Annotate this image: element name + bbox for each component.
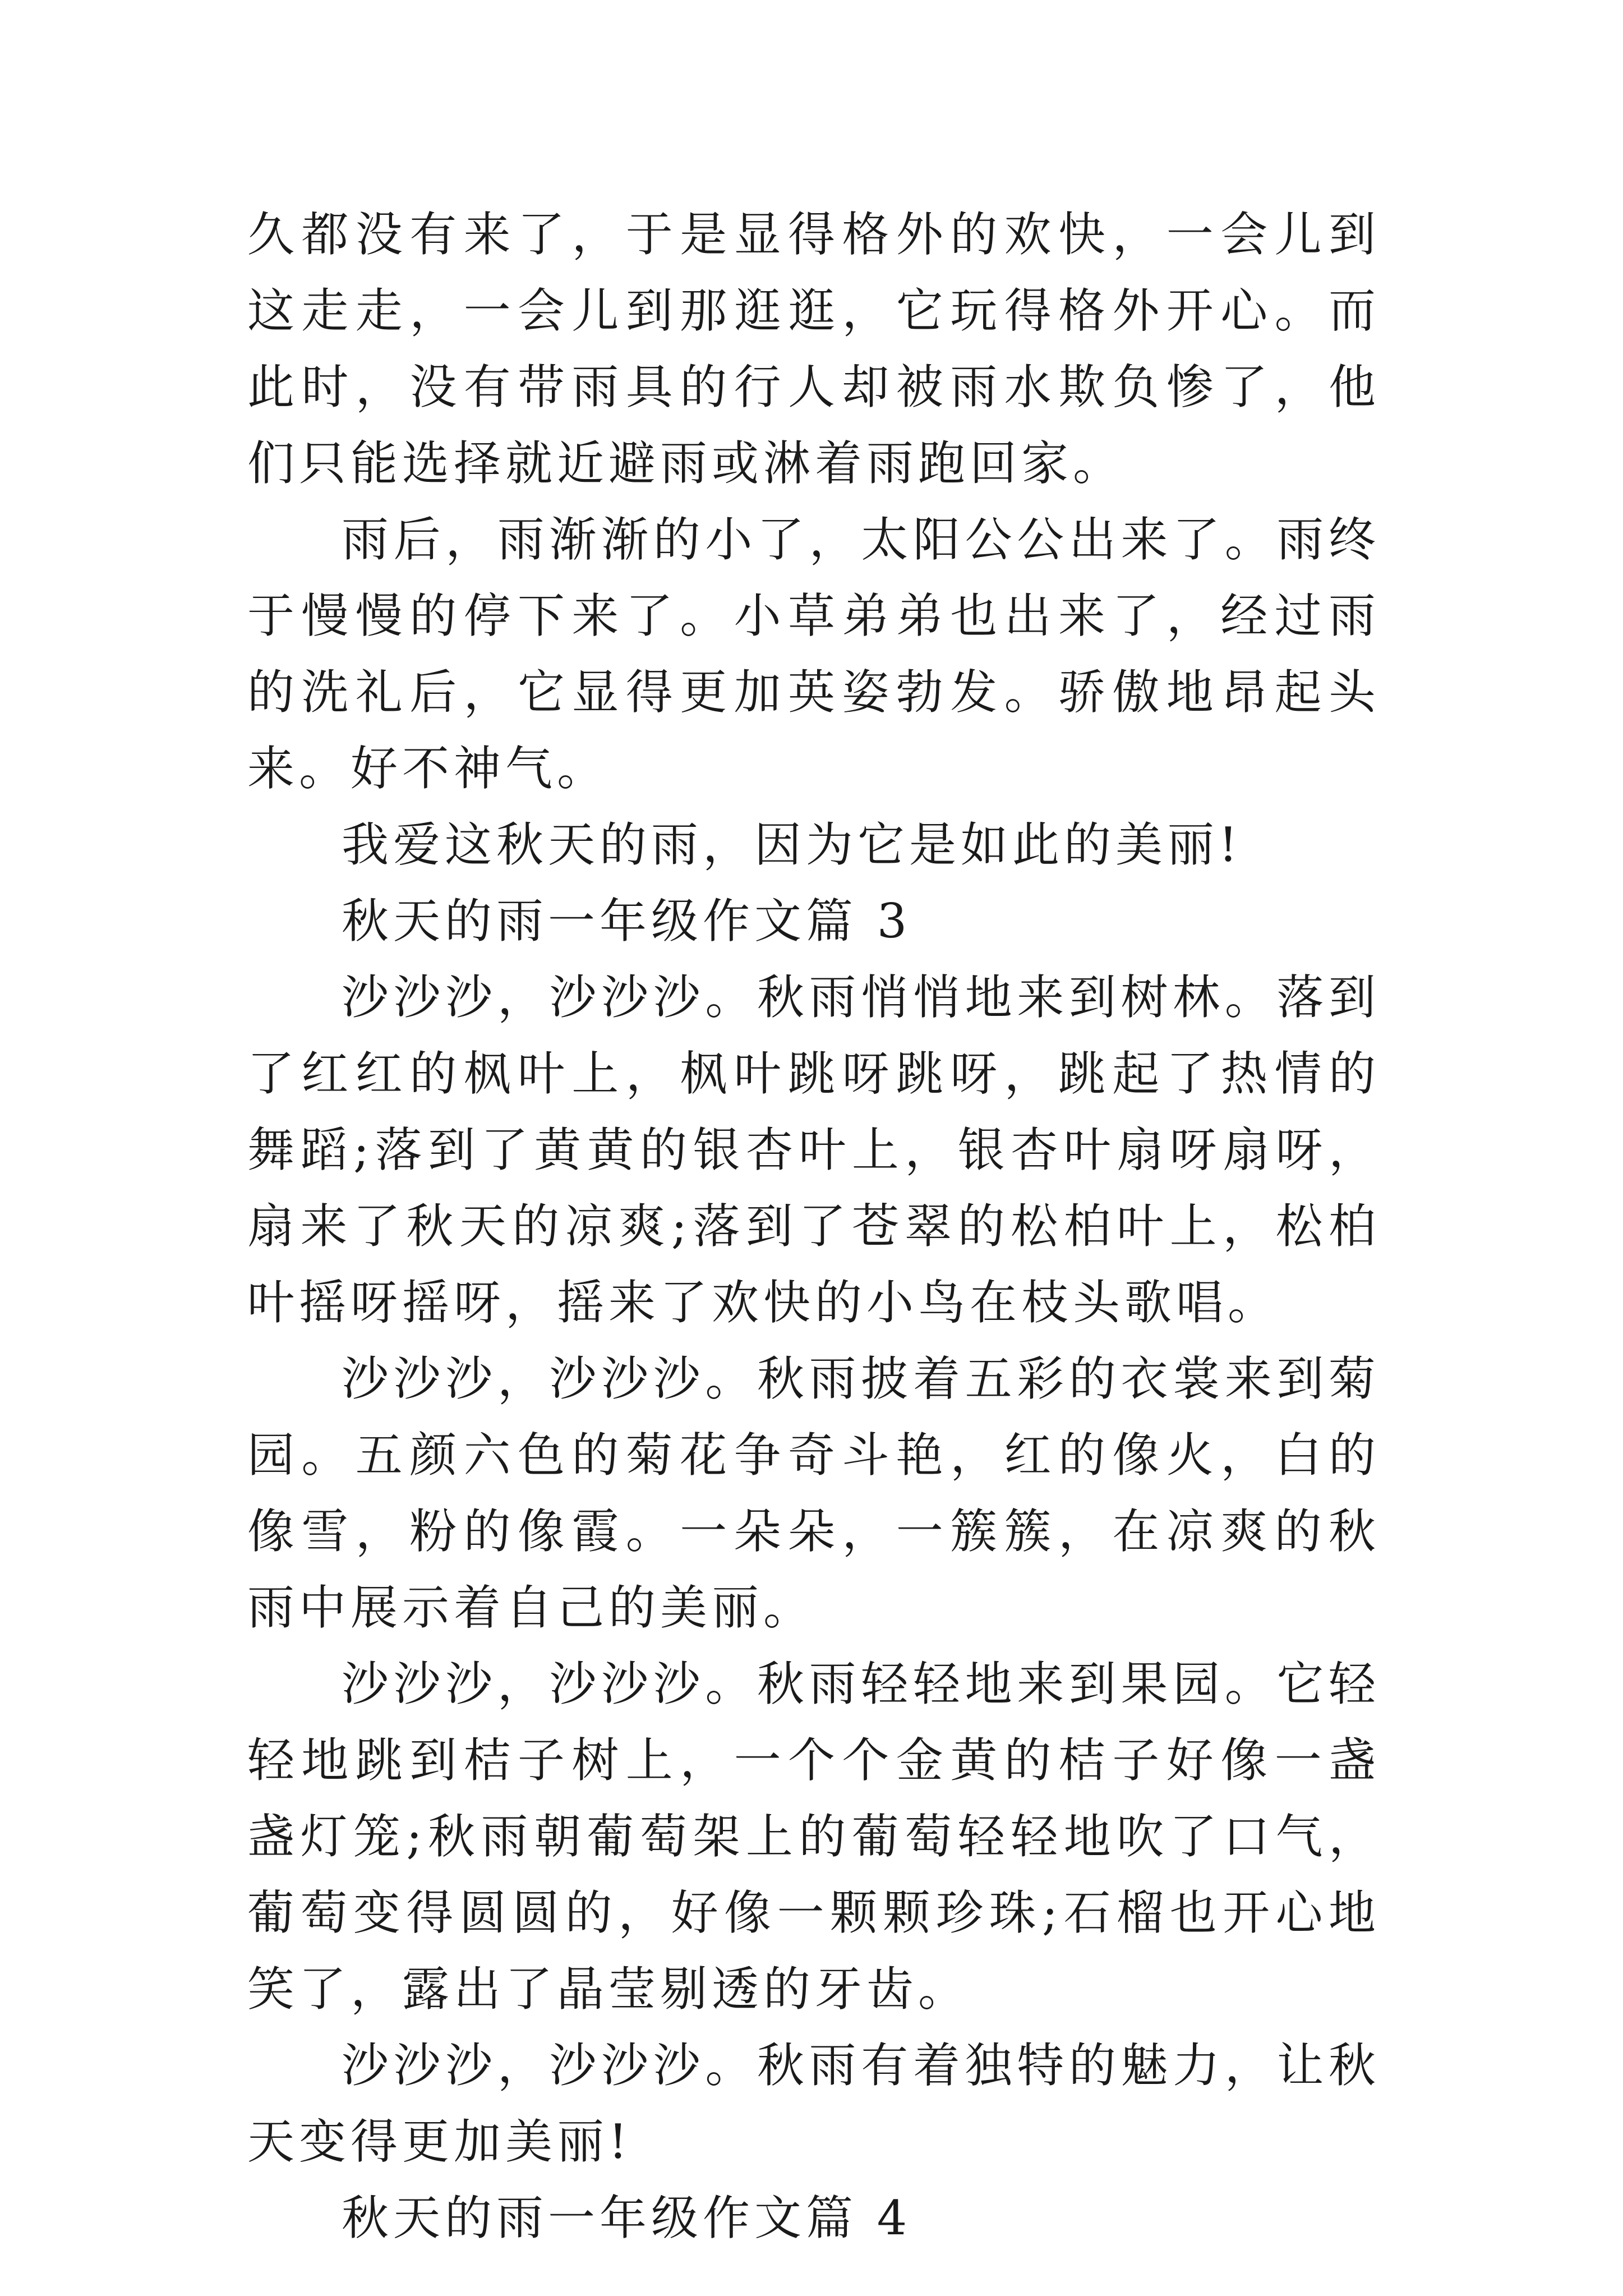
essay-paragraph-after-rain: 雨后，雨渐渐的小了，太阳公公出来了。雨终于慢慢的停下来了。小草弟弟也出来了，经过雨的洗礼后，它显得更加英姿勃发。骄傲地昂起头来。好不神气。 [247, 512, 1380, 796]
essay-heading-part-3: 秋天的雨一年级作文篇 3 [342, 894, 912, 949]
essay-heading-part-4: 秋天的雨一年级作文篇 4 [342, 2191, 912, 2246]
essay-paragraph-love-autumn-rain: 我爱这秋天的雨，因为它是如此的美丽! [342, 817, 1242, 872]
essay-paragraph-orchard: 沙沙沙，沙沙沙。秋雨轻轻地来到果园。它轻轻地跳到桔子树上，一个个金黄的桔子好像一盏盏灯笼;秋雨朝葡萄架上的葡萄轻轻地吹了口气，葡萄变得圆圆的，好像一颗颗珍珠;石榴也开心地笑了，露出了晶莹剔透的牙齿。 [247, 1657, 1380, 2017]
essay-paragraph-forest: 沙沙沙，沙沙沙。秋雨悄悄地来到树林。落到了红红的枫叶上，枫叶跳呀跳呀，跳起了热情的舞蹈;落到了黄黄的银杏叶上，银杏叶扇呀扇呀，扇来了秋天的凉爽;落到了苍翠的松柏叶上，松柏叶摇呀摇呀，摇来了欢快的小鸟在枝头歌唱。 [247, 970, 1380, 1330]
essay-paragraph-charm: 沙沙沙，沙沙沙。秋雨有着独特的魅力，让秋天变得更加美丽! [247, 2038, 1380, 2169]
essay-paragraph-chrysanthemum-garden: 沙沙沙，沙沙沙。秋雨披着五彩的衣裳来到菊园。五颜六色的菊花争奇斗艳，红的像火，白的像雪，粉的像霞。一朵朵，一簇簇，在凉爽的秋雨中展示着自己的美丽。 [247, 1351, 1380, 1635]
essay-paragraph-continuation: 久都没有来了，于是显得格外的欢快，一会儿到这走走，一会儿到那逛逛，它玩得格外开心。而此时，没有带雨具的行人却被雨水欺负惨了，他们只能选择就近避雨或淋着雨跑回家。 [247, 207, 1380, 491]
essay-body [247, 196, 1380, 2256]
